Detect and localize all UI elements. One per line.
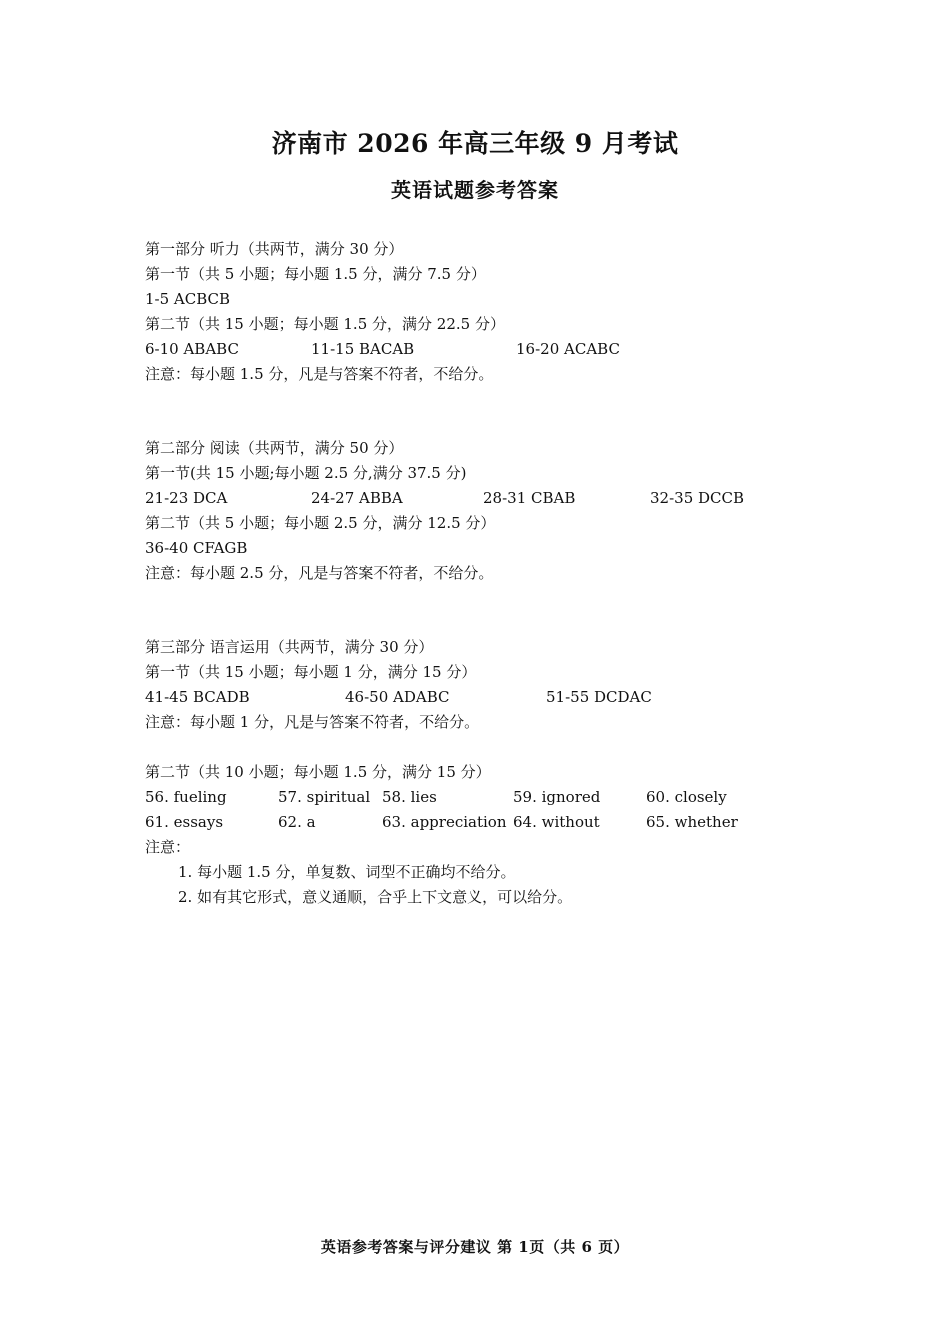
page-footer: 英语参考答案与评分建议 第 1页（共 6 页） xyxy=(320,1238,630,1256)
answer-group: 16-20 ACABC xyxy=(516,340,620,358)
part3-section2-row1 xyxy=(145,785,825,810)
part2-section2-heading: 第二节（共 5 小题；每小题 2.5 分，满分 12.5 分） xyxy=(145,514,496,532)
part3-notes-label: 注意： xyxy=(145,838,191,856)
answer-group: 28-31 CBAB xyxy=(483,489,576,507)
part2-section1-heading: 第一节(共 15 小题;每小题 2.5 分,满分 37.5 分) xyxy=(145,464,467,482)
answer-word: 61. essays xyxy=(145,813,224,831)
part2-section2-answers: 36-40 CFAGB xyxy=(145,539,248,557)
answer-group: 24-27 ABBA xyxy=(311,489,403,507)
answer-word: 56. fueling xyxy=(145,788,227,806)
answer-word: 63. appreciation xyxy=(382,813,507,831)
answer-word: 60. closely xyxy=(646,788,727,806)
answer-word: 65. whether xyxy=(646,813,738,831)
part3-heading: 第三部分 语言运用（共两节，满分 30 分） xyxy=(145,638,434,656)
part2-heading: 第二部分 阅读（共两节，满分 50 分） xyxy=(145,439,404,457)
answer-group: 6-10 ABABC xyxy=(145,340,239,358)
page-subtitle: 英语试题参考答案 xyxy=(391,178,559,202)
part1-heading: 第一部分 听力（共两节，满分 30 分） xyxy=(145,240,404,258)
part3-section2-heading: 第二节（共 10 小题；每小题 1.5 分，满分 15 分） xyxy=(145,763,491,781)
answer-word: 62. a xyxy=(278,813,316,831)
part3-note-item: 2. 如有其它形式，意义通顺，合乎上下文意义，可以给分。 xyxy=(178,888,573,906)
part3-note-item: 1. 每小题 1.5 分，单复数、词型不正确均不给分。 xyxy=(178,863,516,881)
answer-group: 11-15 BACAB xyxy=(311,340,415,358)
part3-section1-answers xyxy=(145,685,825,710)
part1-section2-heading: 第二节（共 15 小题；每小题 1.5 分，满分 22.5 分） xyxy=(145,315,505,333)
part2-note: 注意：每小题 2.5 分，凡是与答案不符者，不给分。 xyxy=(145,564,494,582)
answer-group: 51-55 DCDAC xyxy=(546,688,652,706)
answer-word: 64. without xyxy=(513,813,600,831)
answer-word: 59. ignored xyxy=(513,788,601,806)
part1-section1-heading: 第一节（共 5 小题；每小题 1.5 分，满分 7.5 分） xyxy=(145,265,486,283)
answer-group: 21-23 DCA xyxy=(145,489,228,507)
answer-group: 41-45 BCADB xyxy=(145,688,250,706)
part1-section2-answers xyxy=(145,337,825,362)
answer-content xyxy=(145,237,825,910)
part1-section1-answers: 1-5 ACBCB xyxy=(145,290,231,308)
page-title: 济南市 2026 年高三年级 9 月考试 xyxy=(271,129,679,158)
part2-section1-answers xyxy=(145,486,825,511)
part3-section1-heading: 第一节（共 15 小题；每小题 1 分，满分 15 分） xyxy=(145,663,477,681)
part1-note: 注意：每小题 1.5 分，凡是与答案不符者，不给分。 xyxy=(145,365,494,383)
part3-section2-row2 xyxy=(145,810,825,835)
answer-word: 57. spiritual xyxy=(278,788,371,806)
answer-group: 46-50 ADABC xyxy=(345,688,450,706)
answer-word: 58. lies xyxy=(382,788,437,806)
answer-group: 32-35 DCCB xyxy=(650,489,745,507)
part3-section1-note: 注意：每小题 1 分，凡是与答案不符者，不给分。 xyxy=(145,713,480,731)
